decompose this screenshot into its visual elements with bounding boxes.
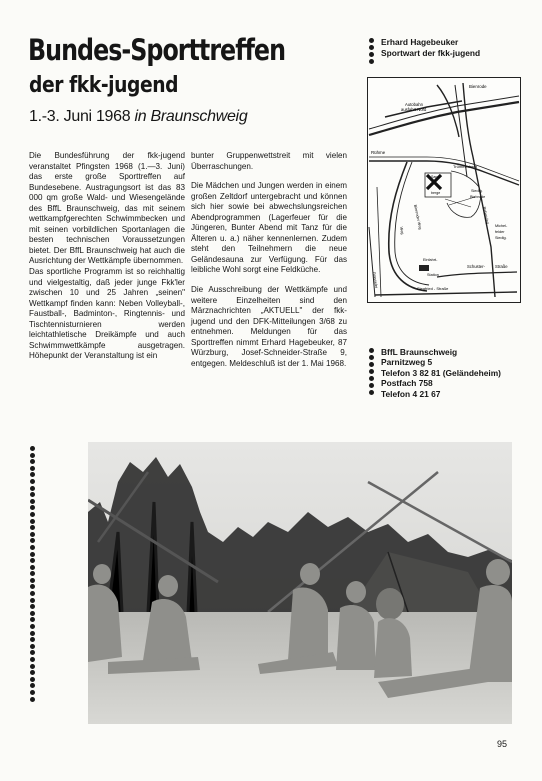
map-label-road-vertical-3: Rebenring — [482, 206, 490, 225]
map-label-sand: Sand- — [431, 175, 441, 179]
article-title: Bundes-Sporttreffen — [28, 33, 286, 67]
bullet-dot — [30, 519, 35, 524]
bullet-dot — [30, 459, 35, 464]
bullet-dot — [30, 631, 35, 636]
address-postbox: Postfach 758 — [381, 378, 433, 389]
map-label-schuster: Schuster- — [467, 264, 485, 269]
bullet-dot — [369, 390, 374, 395]
event-date-range: 1.-3. Juni 1968 — [29, 108, 131, 125]
bullet-dot — [30, 499, 35, 504]
address-phone-1: Telefon 3 82 81 (Geländeheim) — [381, 367, 501, 378]
bullet-dot — [369, 59, 374, 64]
map-label-road-vertical-4: Grasseler — [372, 271, 379, 289]
bullet-dot — [30, 591, 35, 596]
bullet-dot — [30, 571, 35, 576]
body-paragraph: Die Bundesführung der fkk-jugend veranstaltet Pfingsten 1968 (1.—3. Juni) das erste große Sporttreffen auf Bundesebene. Austragungsort ist das 83 000 qm große Wald- und Wiesengelände des BffL Braunschweig, das mit seinem wettkampfgerechten Schwimmbecken und mit seinen vorbildlichen Sportanlagen die besten technischen Voraussetzungen bietet. Der BffL Braunschweig hat auch die Ausrichtung der Wettkämpfe übernommen. — [29, 151, 185, 266]
bullet-dot — [369, 52, 374, 57]
bullet-dot — [30, 545, 35, 550]
bullet-dot — [30, 532, 35, 537]
contact-name: Erhard Hagebeuker — [381, 37, 459, 47]
bullet-dot — [30, 552, 35, 557]
map-label-truemmerberg: Trümmerberg — [453, 164, 478, 169]
address-bullets — [369, 348, 374, 395]
bullet-dot — [30, 637, 35, 642]
bullet-dot — [30, 492, 35, 497]
group-photo — [88, 442, 512, 724]
map-label-autobahn-ausfahrt: ausfahrt Nord — [401, 107, 427, 112]
bullet-dot — [30, 466, 35, 471]
bullet-dot — [30, 650, 35, 655]
bullet-dot — [369, 38, 374, 43]
address-block — [381, 347, 501, 399]
bullet-dot — [30, 558, 35, 563]
body-paragraph: Die Mädchen und Jungen werden in einem großen Zeltdorf untergebracht und können sich hier sowie bei abwechslungsreichen Abendprogrammen (Lagerfeuer für die Jüngeren, Bunter Abend mit Tanz für die Älteren u. a.) näher kennenlernen. Zudem steht den Teilnehmern die neue Geländesauna zur Verfügung. Für das leibliche Wohl sorgt eine Feldküche. — [191, 181, 347, 275]
bullet-dot — [369, 383, 374, 388]
contact-block — [381, 37, 480, 58]
bullet-dot — [30, 604, 35, 609]
map-label-michel: Michel- — [495, 224, 508, 228]
map-label-station: Station — [427, 273, 439, 277]
bullet-dot — [30, 697, 35, 702]
bullet-dot — [30, 617, 35, 622]
bullet-dot — [30, 677, 35, 682]
bullet-dot — [30, 486, 35, 491]
map-label-felder: felder — [495, 230, 505, 234]
bullet-dot — [369, 348, 374, 353]
bullet-dot — [30, 611, 35, 616]
bullet-dot — [30, 479, 35, 484]
address-org: BffL Braunschweig — [381, 347, 458, 357]
bullet-dot — [30, 644, 35, 649]
bullet-dot — [30, 664, 35, 669]
contact-bullets — [369, 38, 374, 64]
bullet-dot — [30, 657, 35, 662]
map-label-road-vertical-2: Weg — [399, 226, 405, 235]
page-number: 95 — [497, 739, 508, 749]
photo-side-bullets — [30, 446, 35, 702]
map-label-siegfried: Siegfried - Straße — [417, 286, 449, 291]
bullet-dot — [369, 369, 374, 374]
bullet-dot — [30, 565, 35, 570]
bullet-dot — [369, 362, 374, 367]
bullet-dot — [30, 584, 35, 589]
bullet-dot — [30, 525, 35, 530]
bullet-dot — [30, 512, 35, 517]
map-label-bienrode: Bienrode — [469, 84, 487, 89]
body-paragraph: Das sportliche Programm ist so reichhaltig und vielgestaltig, daß jeder junge Fkk'ler zwischen 10 und 25 Jahren „seinen" Wettkampf finden kann: Neben Volleyball-, Faustball-, Badminton-, Ringtennis- und Tischtennisturnieren werden leichtathletische Dreikämpfe und auch Schwimmwettkämpfe ausgetragen. Höhepunkt der Veranstaltung ist ein — [29, 267, 185, 361]
bullet-dot — [30, 505, 35, 510]
bullet-dot — [30, 446, 35, 451]
map-label-road-vertical-1: Bienroder Weg — [413, 204, 423, 230]
address-phone-2: Telefon 4 21 67 — [381, 388, 441, 399]
map-label-autobahn: Autobahn — [405, 102, 423, 107]
bullet-dot — [369, 376, 374, 381]
bullet-dot — [30, 538, 35, 543]
bullet-dot — [30, 683, 35, 688]
bullet-dot — [30, 690, 35, 695]
map-label-ruhme: Rühme — [371, 150, 386, 155]
map-label-biebrode: Biebrode — [470, 195, 486, 199]
bullet-dot — [369, 355, 374, 360]
map-label-michel-siedlung: Siedlg. — [495, 236, 507, 240]
bullet-dot — [30, 624, 35, 629]
event-place: in Braunschweig — [134, 108, 248, 125]
event-date — [29, 108, 247, 126]
bullet-dot — [30, 578, 35, 583]
body-column-1 — [29, 151, 185, 371]
location-map — [367, 77, 521, 303]
map-label-einfahrt: Einfahrt- — [423, 258, 438, 262]
body-paragraph: Die Ausschreibung der Wettkämpfe und weitere Einzelheiten sind den Märznachrichten „AKTUELL" der fkk-jugend und den DFK-Mitteilungen 3/68 zu entnehmen. Meldungen für das Sporttreffen nimmt Erhard Hagebeuker, 87 Würzburg, Josef-Schneider-Straße 9, entgegen. Meldeschluß ist der 1. Mai 1968. — [191, 285, 347, 368]
map-label-strasse: Straße — [495, 264, 508, 269]
body-column-2 — [191, 151, 347, 378]
map-label-berge: berge — [431, 191, 441, 195]
body-paragraph: bunter Gruppenwettstreit mit vielen Überraschungen. — [191, 151, 347, 171]
bullet-dot — [30, 453, 35, 458]
article-subtitle: der fkk-jugend — [29, 73, 179, 98]
bullet-dot — [30, 598, 35, 603]
bullet-dot — [30, 670, 35, 675]
contact-role: Sportwart der fkk-jugend — [381, 47, 481, 58]
address-street: Parnitzweg 5 — [381, 357, 433, 368]
bullet-dot — [369, 45, 374, 50]
bullet-dot — [30, 472, 35, 477]
map-label-siedlung: Siedlg. — [471, 189, 483, 193]
